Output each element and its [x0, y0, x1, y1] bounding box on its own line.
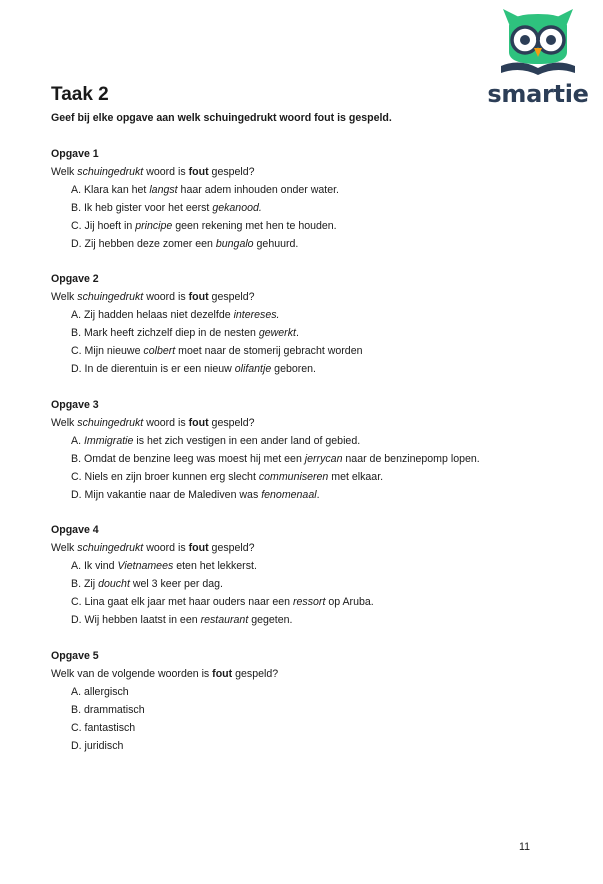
question-prompt: Welk schuingedrukt woord is fout gespeld?	[51, 291, 255, 303]
option-c: C. Niels en zijn broer kunnen erg slecht communiseren met elkaar.	[71, 471, 384, 483]
option-b: B. Omdat de benzine leeg was moest hij met een jerrycan naar de benzinepomp lopen.	[71, 453, 480, 465]
question-block	[51, 647, 551, 755]
owl-reading-book-icon	[495, 8, 581, 78]
question-label: Opgave 4	[51, 524, 99, 536]
option-b: B. Ik heb gister voor het eerst gekanood.	[71, 202, 262, 214]
question-label: Opgave 2	[51, 273, 99, 285]
question-prompt: Welk schuingedrukt woord is fout gespeld?	[51, 417, 255, 429]
question-block	[51, 396, 551, 504]
option-c: C. Mijn nieuwe colbert moet naar de stomerij gebracht worden	[71, 345, 363, 357]
question-label: Opgave 1	[51, 148, 99, 160]
option-c: C. fantastisch	[71, 722, 136, 734]
page-title: Taak 2	[51, 84, 109, 105]
option-a: A. Ik vind Vietnamees eten het lekkerst.	[71, 560, 257, 572]
question-block	[51, 145, 551, 253]
option-b: B. Zij doucht wel 3 keer per dag.	[71, 578, 223, 590]
option-c: C. Jij hoeft in principe geen rekening met hen te houden.	[71, 220, 337, 232]
smartie-logo	[486, 8, 590, 108]
question-block	[51, 270, 551, 378]
question-prompt: Welk schuingedrukt woord is fout gespeld?	[51, 542, 255, 554]
option-b: B. Mark heeft zichzelf diep in de nesten gewerkt.	[71, 327, 299, 339]
question-prompt: Welk schuingedrukt woord is fout gespeld?	[51, 166, 255, 178]
option-d: D. juridisch	[71, 740, 124, 752]
option-d: D. Zij hebben deze zomer een bungalo gehuurd.	[71, 238, 299, 250]
question-prompt: Welk van de volgende woorden is fout gespeld?	[51, 668, 279, 680]
question-label: Opgave 5	[51, 650, 99, 662]
option-d: D. Wij hebben laatst in een restaurant gegeten.	[71, 614, 293, 626]
instruction: Geef bij elke opgave aan welk schuingedrukt woord fout is gespeld.	[51, 112, 392, 124]
option-a: A. Zij hadden helaas niet dezelfde intereses.	[71, 309, 280, 321]
option-a: A. allergisch	[71, 686, 129, 698]
option-b: B. drammatisch	[71, 704, 145, 716]
logo-text: smartie	[487, 80, 589, 108]
option-a: A. Immigratie is het zich vestigen in een ander land of gebied.	[71, 435, 361, 447]
option-d: D. In de dierentuin is er een nieuw olifantje geboren.	[71, 363, 316, 375]
option-a: A. Klara kan het langst haar adem inhouden onder water.	[71, 184, 339, 196]
question-block	[51, 521, 551, 629]
option-c: C. Lina gaat elk jaar met haar ouders naar een ressort op Aruba.	[71, 596, 374, 608]
page-number: 11	[519, 841, 530, 853]
option-d: D. Mijn vakantie naar de Malediven was fenomenaal.	[71, 489, 320, 501]
question-label: Opgave 3	[51, 399, 99, 411]
